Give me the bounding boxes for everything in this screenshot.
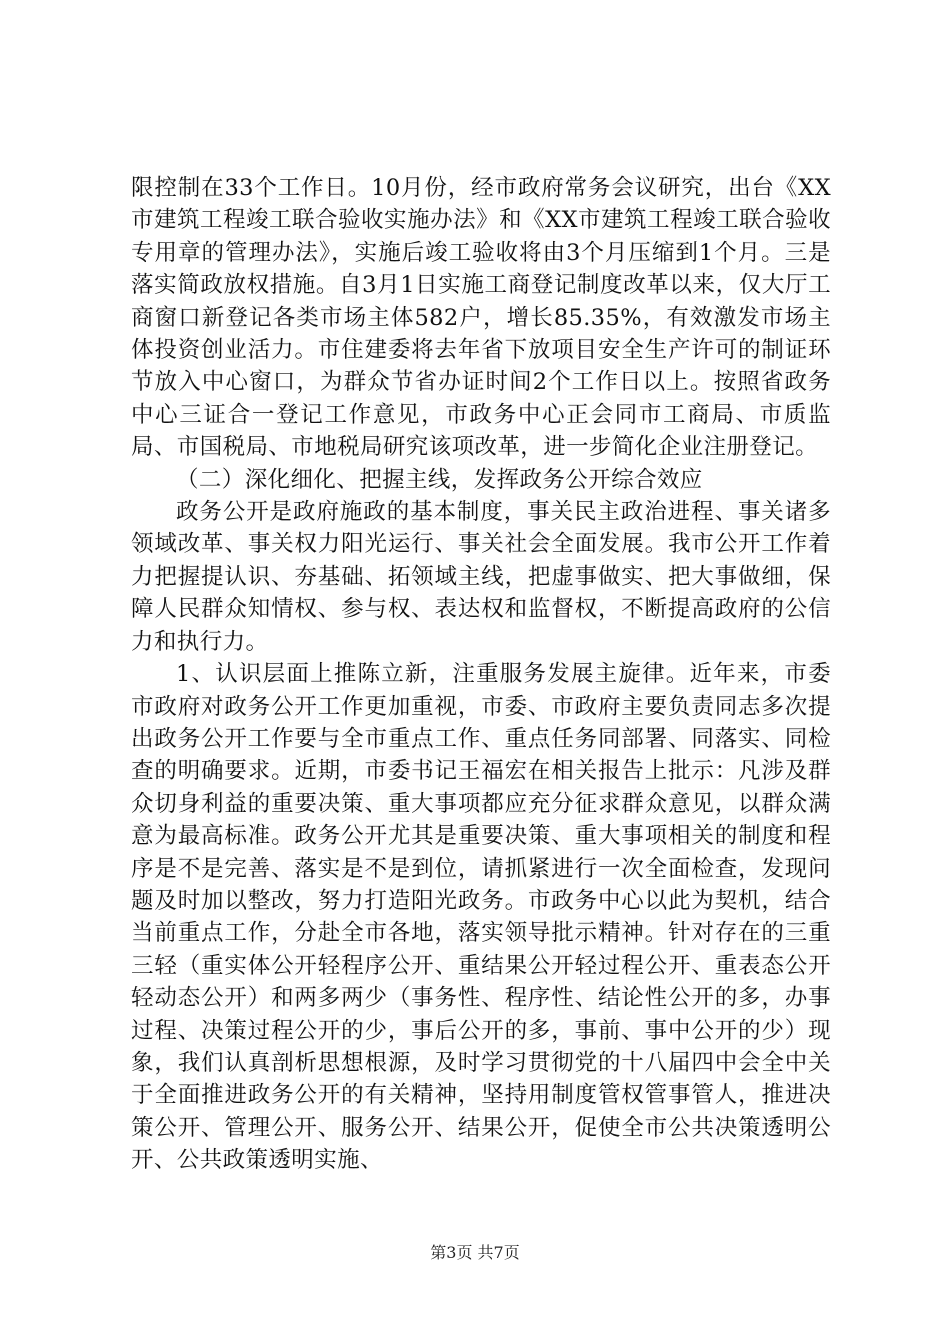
document-body: [131, 172, 831, 1177]
paragraph-intro: 政务公开是政府施政的基本制度，事关民主政治进程、事关诸多领域改革、事关权力阳光运行、事关社会全面发展。我市公开工作着力把握提认识、夯基础、拓领域主线，把虚事做实、把大事做细，保障人民群众知情权、参与权、表达权和监督权，不断提高政府的公信力和执行力。: [131, 499, 831, 655]
paragraph-point-one: 1、认识层面上推陈立新，注重服务发展主旋律。近年来，市委市政府对政务公开工作更加重视，市委、市政府主要负责同志多次提出政务公开工作要与全市重点工作、重点任务同部署、同落实、同检查的明确要求。近期，市委书记王福宏在相关报告上批示：凡涉及群众切身利益的重要决策、重大事项都应充分征求群众意见，以群众满意为最高标准。政务公开尤其是重要决策、重大事项相关的制度和程序是不是完善、落实是不是到位，请抓紧进行一次全面检查，发现问题及时加以整改，努力打造阳光政务。市政务中心以此为契机，结合当前重点工作，分赴全市各地，落实领导批示精神。针对存在的三重三轻（重实体公开轻程序公开、重结果公开轻过程公开、重表态公开轻动态公开）和两多两少（事务性、程序性、结论性公开的多，办事过程、决策过程公开的少，事后公开的多，事前、事中公开的少）现象，我们认真剖析思想根源，及时学习贯彻党的十八届四中会全中关于全面推进政务公开的有关精神，坚持用制度管权管事管人，推进决策公开、管理公开、服务公开、结果公开，促使全市公共决策透明公开、公共政策透明实施、: [131, 661, 831, 1174]
page-footer: 第3页 共7页: [430, 1243, 520, 1262]
paragraph-continuation: 限控制在33个工作日。10月份，经市政府常务会议研究，出台《XX市建筑工程竣工联合验收实施办法》和《XX市建筑工程竣工联合验收专用章的管理办法》，实施后竣工验收将由3个月压缩到1个月。三是落实简政放权措施。自3月1日实施工商登记制度改革以来，仅大厅工商窗口新登记各类市场主体582户，增长85.35%，有效激发市场主体投资创业活力。市住建委将去年省下放项目安全生产许可的制证环节放入中心窗口，为群众节省办证时间2个工作日以上。按照省政务中心三证合一登记工作意见，市政务中心正会同市工商局、市质监局、市国税局、市地税局研究该项改革，进一步简化企业注册登记。: [131, 175, 831, 461]
section-heading: （二）深化细化、把握主线，发挥政务公开综合效应: [176, 466, 703, 493]
